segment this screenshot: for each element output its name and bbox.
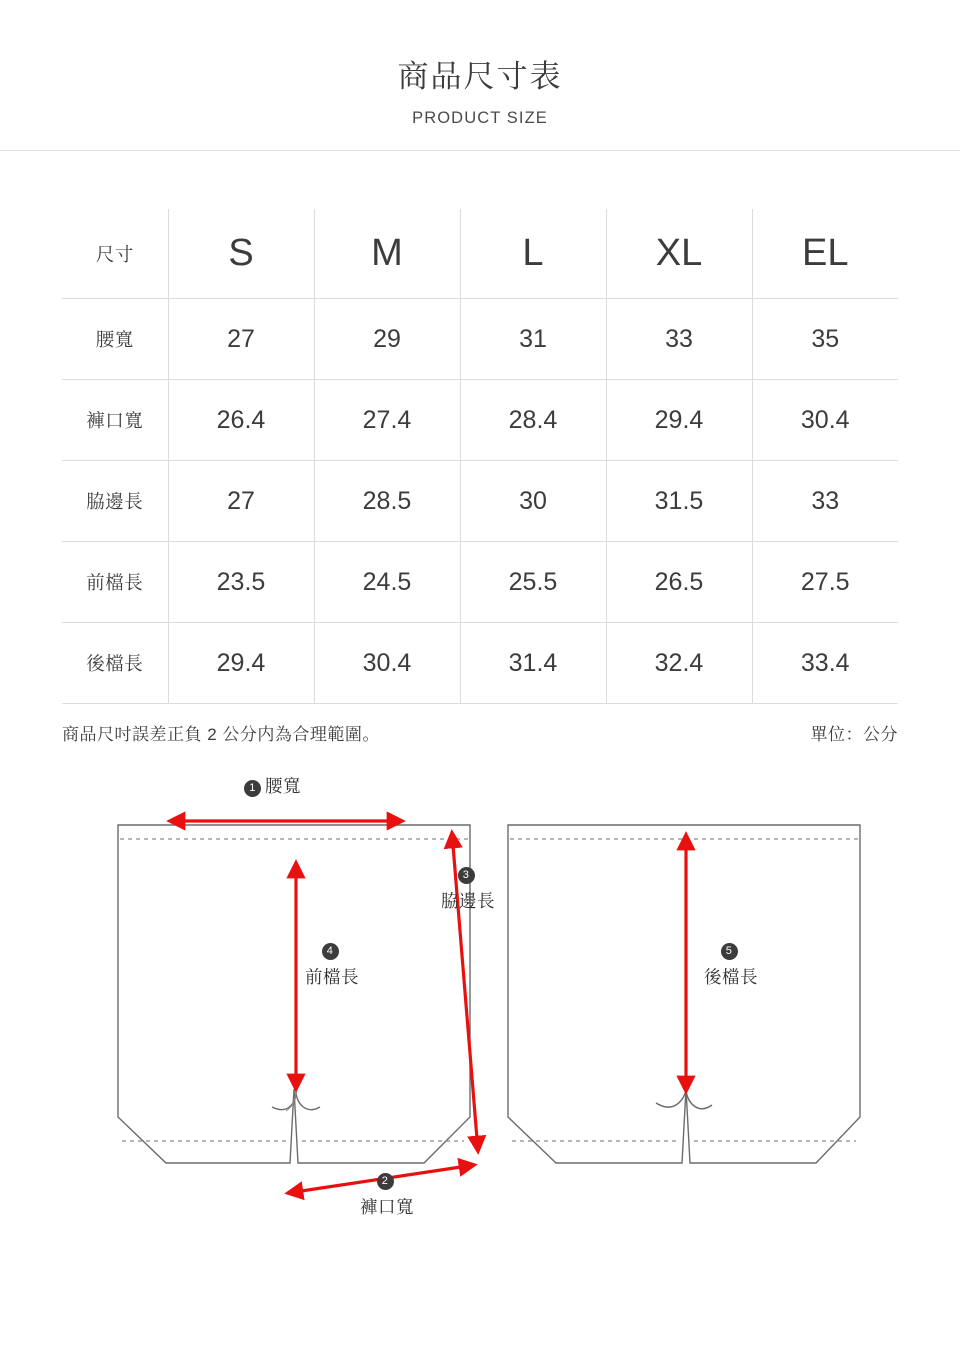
size-table: [62, 209, 898, 705]
table-notes: [62, 720, 898, 745]
cell-side-length-l: 30: [460, 461, 606, 542]
diagram-label-waist-width-text: 腰寬: [265, 776, 301, 797]
cell-side-length-s: 27: [168, 461, 314, 542]
tolerance-note: 商品尺吋誤差正負 2 公分内為合理範圍。: [62, 725, 380, 745]
table-header-row: [62, 209, 898, 299]
badge-2: 2: [377, 1173, 394, 1190]
column-header-el: EL: [752, 209, 898, 299]
badge-1: 1: [244, 780, 261, 797]
cell-back-rise-m: 30.4: [314, 623, 460, 704]
cell-front-rise-xl: 26.5: [606, 542, 752, 623]
row-label-back-rise: 後檔長: [86, 653, 144, 675]
page-title: 商品尺寸表: [397, 59, 563, 94]
diagram-label-leg-opening-text: 褲口寬: [360, 1197, 414, 1218]
table-row: [62, 542, 898, 623]
cell-back-rise-s: 29.4: [168, 623, 314, 704]
shorts-back-view: [508, 825, 860, 1163]
measurement-diagram: [0, 759, 960, 1279]
diagram-label-waist-width: [244, 773, 301, 798]
table-row: [62, 299, 898, 380]
table-row: [62, 380, 898, 461]
diagram-label-front-rise: [305, 939, 359, 989]
column-header-xl: XL: [606, 209, 752, 299]
cell-back-rise-xl: 32.4: [606, 623, 752, 704]
cell-side-length-xl: 31.5: [606, 461, 752, 542]
cell-side-length-el: 33: [752, 461, 898, 542]
shorts-front-view: [118, 825, 470, 1163]
cell-front-rise-s: 23.5: [168, 542, 314, 623]
cell-side-length-m: 28.5: [314, 461, 460, 542]
diagram-label-back-rise: [704, 939, 758, 989]
row-label-front-rise: 前檔長: [86, 572, 144, 594]
table-corner-label: 尺寸: [95, 243, 134, 265]
page-header: [0, 0, 960, 151]
diagram-label-side-length-text: 脇邊長: [441, 891, 495, 912]
row-label-side-length: 脇邊長: [86, 491, 144, 513]
cell-leg-opening-xl: 29.4: [606, 380, 752, 461]
cell-waist-width-el: 35: [752, 299, 898, 380]
badge-4: 4: [322, 943, 339, 960]
cell-leg-opening-l: 28.4: [460, 380, 606, 461]
cell-front-rise-m: 24.5: [314, 542, 460, 623]
unit-note: 單位：公分: [810, 725, 898, 745]
table-row: [62, 623, 898, 704]
badge-5: 5: [721, 943, 738, 960]
table-row: [62, 461, 898, 542]
cell-leg-opening-el: 30.4: [752, 380, 898, 461]
column-header-m: M: [314, 209, 460, 299]
cell-waist-width-s: 27: [168, 299, 314, 380]
diagram-label-back-rise-text: 後檔長: [704, 967, 758, 988]
column-header-l: L: [460, 209, 606, 299]
cell-back-rise-el: 33.4: [752, 623, 898, 704]
size-table-container: [62, 209, 898, 705]
row-label-leg-opening: 褲口寬: [86, 410, 144, 432]
cell-waist-width-m: 29: [314, 299, 460, 380]
row-label-waist-width: 腰寬: [95, 329, 134, 351]
cell-leg-opening-m: 27.4: [314, 380, 460, 461]
cell-waist-width-xl: 33: [606, 299, 752, 380]
cell-waist-width-l: 31: [460, 299, 606, 380]
diagram-label-front-rise-text: 前檔長: [305, 967, 359, 988]
cell-back-rise-l: 31.4: [460, 623, 606, 704]
cell-leg-opening-s: 26.4: [168, 380, 314, 461]
page-subtitle: PRODUCT SIZE: [412, 108, 548, 127]
diagram-label-side-length: [441, 863, 495, 913]
shorts-illustration: [0, 759, 960, 1279]
diagram-label-leg-opening: [360, 1169, 414, 1219]
badge-3: 3: [458, 867, 475, 884]
column-header-s: S: [168, 209, 314, 299]
cell-front-rise-l: 25.5: [460, 542, 606, 623]
cell-front-rise-el: 27.5: [752, 542, 898, 623]
